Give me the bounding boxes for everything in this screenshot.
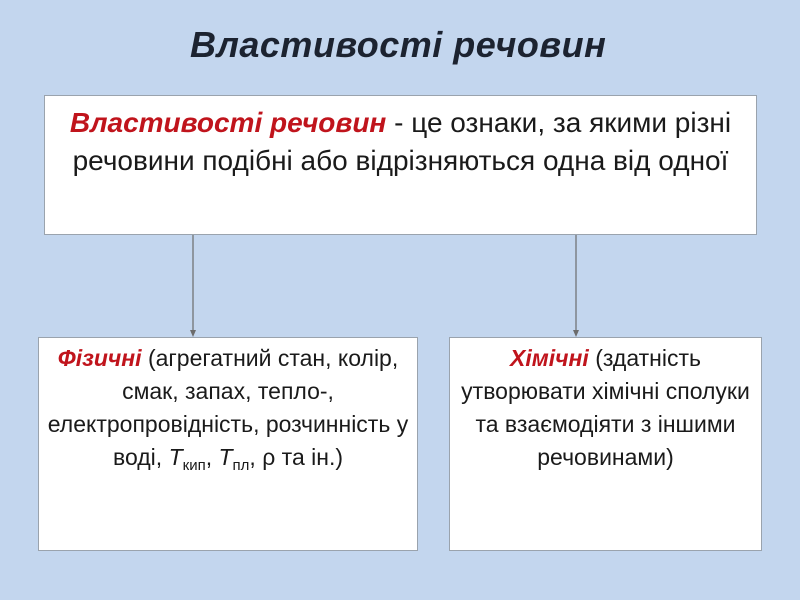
melting-temp-symbol: Т <box>218 444 233 470</box>
physical-properties-box <box>38 337 418 551</box>
physical-end: , ρ та ін.) <box>249 444 343 470</box>
chemical-label: Хімічні <box>510 345 589 371</box>
definition-term: Властивості речовин <box>69 107 387 138</box>
physical-separator: , <box>205 444 219 470</box>
physical-label: Фізичні <box>57 345 142 371</box>
definition-box <box>44 95 757 235</box>
chemical-properties-box <box>449 337 762 551</box>
boiling-temp-subscript: кип <box>182 457 206 474</box>
definition-text: - це ознаки, за якими різні речовини подібні або відрізняються одна від одної <box>72 107 732 176</box>
chemical-text: (здатність утворювати хімічні сполуки та взаємодіяти з іншими речовинами) <box>461 345 750 470</box>
physical-text: (агрегатний стан, колір, смак, запах, тепло-, електропровідність, розчинність у воді, <box>47 345 409 470</box>
melting-temp-subscript: пл <box>232 457 250 474</box>
arrow-head-chemical <box>573 330 579 337</box>
boiling-temp-symbol: Т <box>168 444 183 470</box>
arrow-head-physical <box>190 330 196 337</box>
slide-title: Властивості речовин <box>190 24 607 65</box>
